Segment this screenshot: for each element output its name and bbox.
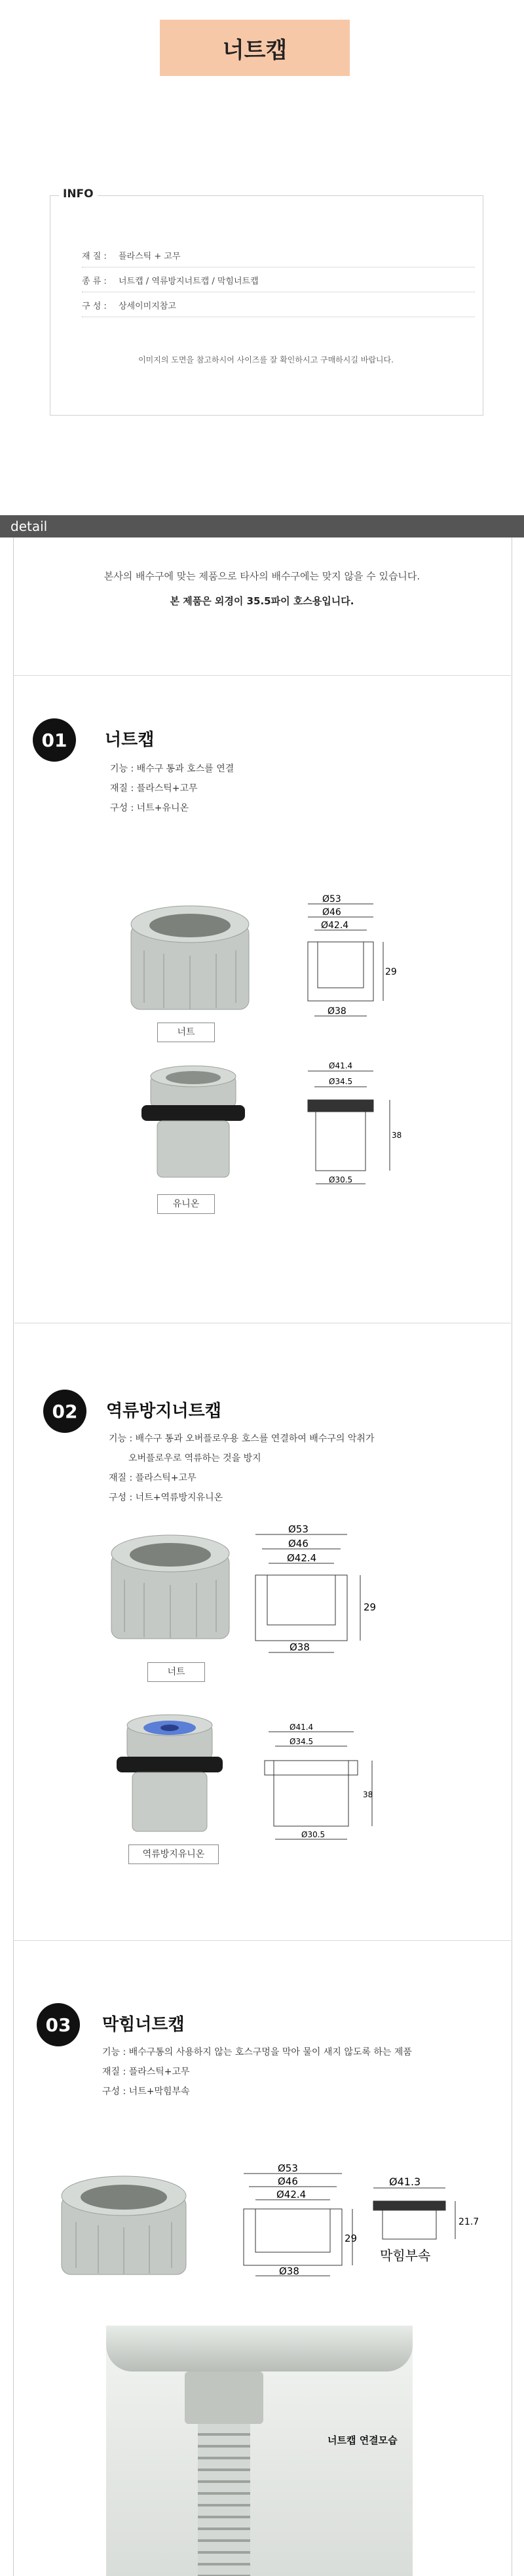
desc-line: 구성 : 너트+역류방지유니온 xyxy=(109,1493,223,1503)
section-desc xyxy=(102,2042,508,2101)
dim-label: Ø53 xyxy=(322,895,341,905)
info-label: INFO xyxy=(59,187,98,201)
nut-image xyxy=(118,898,262,1029)
drain-body xyxy=(106,2326,413,2371)
nut-cap-shape xyxy=(185,2371,263,2424)
dim-label: Ø46 xyxy=(278,2176,298,2187)
desc-line: 기능 : 배수구 통과 호스를 연결 xyxy=(110,764,234,774)
page-title: 너트캡 xyxy=(160,20,350,76)
hose-shape xyxy=(198,2424,250,2576)
dim-label: Ø34.5 xyxy=(290,1737,314,1746)
dim-label: Ø38 xyxy=(328,1006,346,1017)
section-desc xyxy=(109,1429,502,1508)
dim-label: Ø30.5 xyxy=(329,1175,353,1184)
dim-label: Ø30.5 xyxy=(301,1830,326,1839)
dim-label: 38 xyxy=(392,1131,402,1140)
intro-text: 본사의 배수구에 맞는 제품으로 타사의 배수구에는 맞지 않을 수 있습니다. xyxy=(103,570,421,582)
dim-label: Ø41.3 xyxy=(389,2176,421,2188)
nut-drawing xyxy=(249,1524,406,1662)
info-row-type xyxy=(82,274,475,286)
section-desc xyxy=(110,759,234,818)
union-image xyxy=(131,1062,255,1193)
desc-line: 재질 : 플라스틱+고무 xyxy=(102,2067,190,2077)
info-row-material xyxy=(82,249,475,262)
dim-label: 21.7 xyxy=(458,2217,479,2227)
nut-image xyxy=(98,1527,242,1658)
divider xyxy=(13,675,511,676)
part-label: 너트 xyxy=(157,1023,215,1042)
desc-line: 재질 : 플라스틱+고무 xyxy=(109,1473,196,1483)
desc-line: 기능 : 배수구 통과 오버플로우용 호스를 연결하여 배수구의 악취가 xyxy=(109,1434,375,1444)
section-title: 역류방지너트캡 xyxy=(106,1401,221,1421)
section-number-badge: 03 xyxy=(37,2003,80,2046)
dim-label: 29 xyxy=(385,967,397,977)
desc-line: 구성 : 너트+유니온 xyxy=(110,803,189,813)
dim-label: Ø53 xyxy=(288,1524,309,1535)
dim-label: 29 xyxy=(364,1601,377,1613)
desc-line: 오버플로우로 역류하는 것을 방지 xyxy=(128,1453,261,1464)
info-row-value: 상세이미지참고 xyxy=(119,302,176,311)
dim-label: Ø42.4 xyxy=(321,920,349,931)
plug-drawing xyxy=(367,2175,485,2280)
dim-label: 38 xyxy=(363,1790,373,1799)
section-title: 너트캡 xyxy=(105,730,155,750)
desc-line: 구성 : 너트+막힘부속 xyxy=(102,2086,190,2097)
info-row-key: 구 성 : xyxy=(82,302,107,311)
desc-line: 기능 : 배수구통의 사용하지 않는 호스구멍을 막아 물이 새지 않도록 하는 제품 xyxy=(102,2047,412,2058)
dim-label: Ø42.4 xyxy=(287,1552,317,1564)
dim-label: 29 xyxy=(345,2233,358,2244)
dim-label: Ø41.4 xyxy=(290,1724,314,1732)
anti-backflow-union-image xyxy=(105,1711,236,1848)
plug-label: 막힘부속 xyxy=(380,2248,431,2263)
info-note: 이미지의 도면을 참고하시어 사이즈를 잘 확인하시고 구매하시길 바랍니다. xyxy=(138,355,394,364)
section-number-badge: 02 xyxy=(43,1390,86,1433)
section-title: 막힘너트캡 xyxy=(102,2015,185,2035)
intro-text-bold: 본 제품은 외경이 35.5파이 호스용입니다. xyxy=(170,595,354,607)
dim-label: Ø38 xyxy=(290,1641,310,1653)
dim-label: Ø53 xyxy=(278,2163,298,2174)
dim-label: Ø46 xyxy=(322,907,341,918)
nut-drawing xyxy=(236,2163,367,2288)
nut-drawing xyxy=(269,895,406,1026)
dim-label: Ø34.5 xyxy=(329,1077,353,1086)
part-label: 역류방지유니온 xyxy=(128,1844,219,1864)
part-label: 유니온 xyxy=(157,1194,215,1214)
dim-label: Ø42.4 xyxy=(276,2189,307,2200)
detail-bar: detail xyxy=(0,515,524,537)
info-row-key: 재 질 : xyxy=(82,252,107,262)
union-drawing xyxy=(255,1724,386,1855)
divider xyxy=(13,1940,511,1941)
section-number-badge: 01 xyxy=(33,718,76,762)
connected-photo xyxy=(106,2326,413,2576)
desc-line: 재질 : 플라스틱+고무 xyxy=(110,783,198,794)
info-row-value: 플라스틱 + 고무 xyxy=(119,252,181,262)
nut-image xyxy=(52,2170,196,2294)
union-drawing xyxy=(269,1061,406,1192)
photo-caption: 너트캡 연결모습 xyxy=(328,2434,398,2446)
dim-label: Ø38 xyxy=(279,2265,299,2277)
dim-label: Ø41.4 xyxy=(329,1061,353,1070)
info-row-value: 너트캡 / 역류방지너트캡 / 막힘너트캡 xyxy=(119,277,259,286)
info-row-composition xyxy=(82,299,475,311)
info-row-key: 종 류 : xyxy=(82,277,107,286)
part-label: 너트 xyxy=(147,1662,205,1682)
dim-label: Ø46 xyxy=(288,1538,309,1550)
